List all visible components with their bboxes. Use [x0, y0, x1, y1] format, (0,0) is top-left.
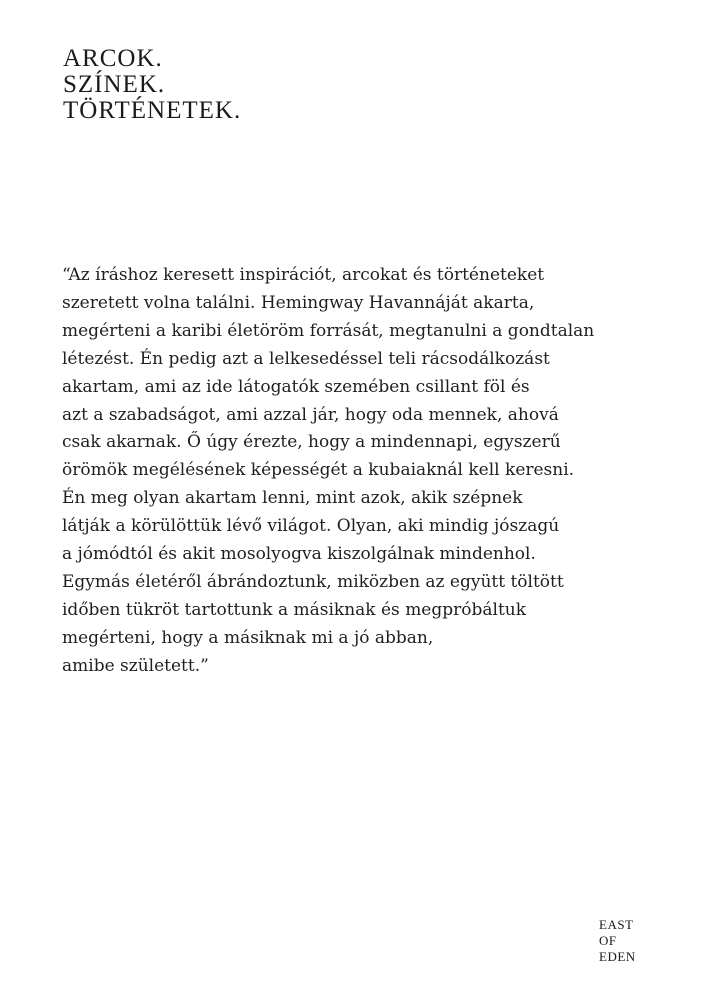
quote-text	[62, 262, 682, 681]
quote-line: megérteni, hogy a másiknak mi a jó abban,	[62, 627, 434, 648]
quote-line: időben tükröt tartottunk a másiknak és megpróbáltuk	[62, 599, 527, 620]
quote-line: szeretett volna találni. Hemingway Havannáját akarta,	[62, 292, 535, 313]
title-line: TÖRTÉNETEK.	[63, 97, 242, 124]
quote-line: Én meg olyan akartam lenni, mint azok, akik szépnek	[62, 488, 523, 509]
title-line: ARCOK.	[63, 45, 163, 72]
quote-line: örömök megélésének képességét a kubaiaknál kell keresni.	[62, 460, 575, 481]
quote-line: Egymás életéről ábrándoztunk, miközben az együtt töltött	[62, 571, 564, 592]
quote-line: megérteni a karibi életöröm forrását, megtanulni a gondtalan	[62, 320, 595, 341]
logo-line: OF	[599, 933, 617, 948]
quote-line: a jómódtól és akit mosolyogva kiszolgálnak mindenhol.	[62, 544, 536, 565]
quote-line: azt a szabadságot, ami azzal jár, hogy oda mennek, ahová	[62, 404, 559, 425]
quote-line: amibe született.”	[62, 655, 209, 676]
logo-line: EAST	[599, 917, 634, 932]
quote-line: látják a körülöttük lévő világot. Olyan, aki mindig jószagú	[62, 516, 560, 537]
quote-line: csak akarnak. Ő úgy érezte, hogy a mindennapi, egyszerű	[62, 432, 561, 453]
quote-line: “Az íráshoz keresett inspirációt, arcokat és történeteket	[62, 265, 545, 285]
quote-line: létezést. Én pedig azt a lelkesedéssel teli rácsodálkozást	[62, 348, 550, 369]
page-title	[63, 46, 241, 124]
logo-line: EDEN	[599, 949, 636, 964]
east-of-eden-logo	[599, 917, 636, 965]
title-line: SZÍNEK.	[63, 71, 166, 98]
quote-line: akartam, ami az ide látogatók szemében csillant föl és	[62, 376, 530, 397]
